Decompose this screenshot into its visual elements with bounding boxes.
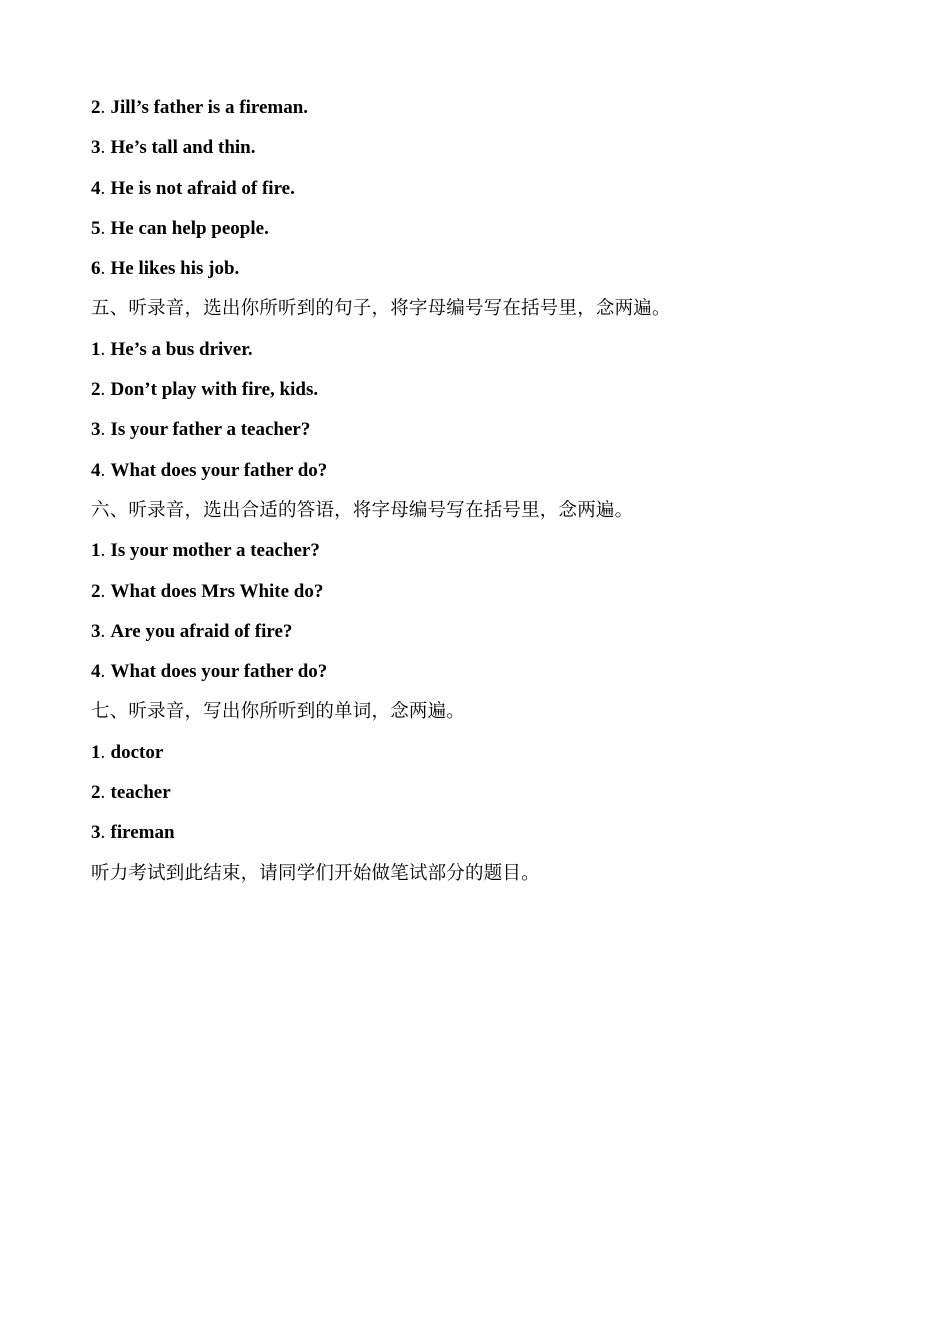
- item-number: 4: [91, 177, 101, 199]
- item-number: 2: [91, 580, 101, 602]
- list-item: [91, 214, 871, 254]
- item-text: He’s tall and thin.: [110, 137, 256, 159]
- item-text: teacher: [110, 782, 171, 804]
- list-item: [91, 577, 871, 617]
- item-separator: .: [100, 338, 106, 360]
- item-separator: .: [100, 822, 106, 844]
- item-text: He’s a bus driver.: [110, 338, 253, 360]
- item-separator: .: [100, 620, 106, 642]
- list-item: [91, 375, 871, 415]
- list-item: [91, 174, 871, 214]
- item-separator: .: [100, 459, 106, 481]
- item-separator: .: [100, 258, 106, 280]
- item-separator: .: [100, 97, 106, 118]
- item-text: Don’t play with fire, kids.: [110, 379, 319, 401]
- item-number: 2: [91, 97, 101, 118]
- item-separator: .: [100, 580, 106, 602]
- item-number: 2: [91, 379, 101, 401]
- item-number: 1: [91, 540, 101, 562]
- list-item: [91, 335, 871, 375]
- list-item: [91, 133, 871, 173]
- item-separator: .: [100, 741, 106, 763]
- item-separator: .: [100, 137, 106, 159]
- item-separator: .: [100, 540, 106, 562]
- item-separator: .: [100, 419, 106, 441]
- item-number: 1: [91, 741, 101, 763]
- list-item: [91, 415, 871, 455]
- list-item: [91, 254, 871, 294]
- item-number: 3: [91, 137, 101, 159]
- list-item: [91, 617, 871, 657]
- item-text: Are you afraid of fire?: [110, 620, 293, 642]
- closing-note: 听力考试到此结束，请同学们开始做笔试部分的题目。: [91, 863, 540, 884]
- document-page: [91, 93, 871, 899]
- item-separator: .: [100, 782, 106, 804]
- item-number: 5: [91, 217, 101, 239]
- item-text: What does your father do?: [110, 661, 328, 683]
- item-number: 6: [91, 258, 101, 280]
- item-text: He can help people.: [110, 217, 269, 239]
- item-separator: .: [100, 177, 106, 199]
- list-item: [91, 536, 871, 576]
- section-heading-7: 七、听录音，写出你所听到的单词，念两遍。: [91, 702, 466, 723]
- item-number: 2: [91, 782, 101, 804]
- item-text: Jill’s father is a fireman.: [110, 97, 309, 118]
- item-number: 3: [91, 620, 101, 642]
- item-separator: .: [100, 217, 106, 239]
- item-separator: .: [100, 379, 106, 401]
- item-text: Is your father a teacher?: [110, 419, 311, 441]
- item-number: 1: [91, 338, 101, 360]
- item-number: 3: [91, 822, 101, 844]
- list-item: [91, 818, 871, 858]
- item-separator: .: [100, 661, 106, 683]
- item-text: What does your father do?: [110, 459, 328, 481]
- item-text: Is your mother a teacher?: [110, 540, 320, 562]
- item-text: He is not afraid of fire.: [110, 177, 295, 199]
- item-text: fireman: [110, 822, 175, 844]
- list-item: [91, 657, 871, 697]
- item-text: He likes his job.: [110, 258, 240, 280]
- list-item: [91, 456, 871, 496]
- item-number: 3: [91, 419, 101, 441]
- item-number: 4: [91, 661, 101, 683]
- item-text: doctor: [110, 741, 164, 763]
- section-heading-6: 六、听录音，选出合适的答语，将字母编号写在括号里，念两遍。: [91, 500, 634, 521]
- list-item: [91, 738, 871, 778]
- section-heading-5: 五、听录音，选出你所听到的句子，将字母编号写在括号里，念两遍。: [91, 299, 671, 320]
- item-text: What does Mrs White do?: [110, 580, 324, 602]
- item-number: 4: [91, 459, 101, 481]
- list-item: [91, 93, 871, 133]
- list-item: [91, 778, 871, 818]
